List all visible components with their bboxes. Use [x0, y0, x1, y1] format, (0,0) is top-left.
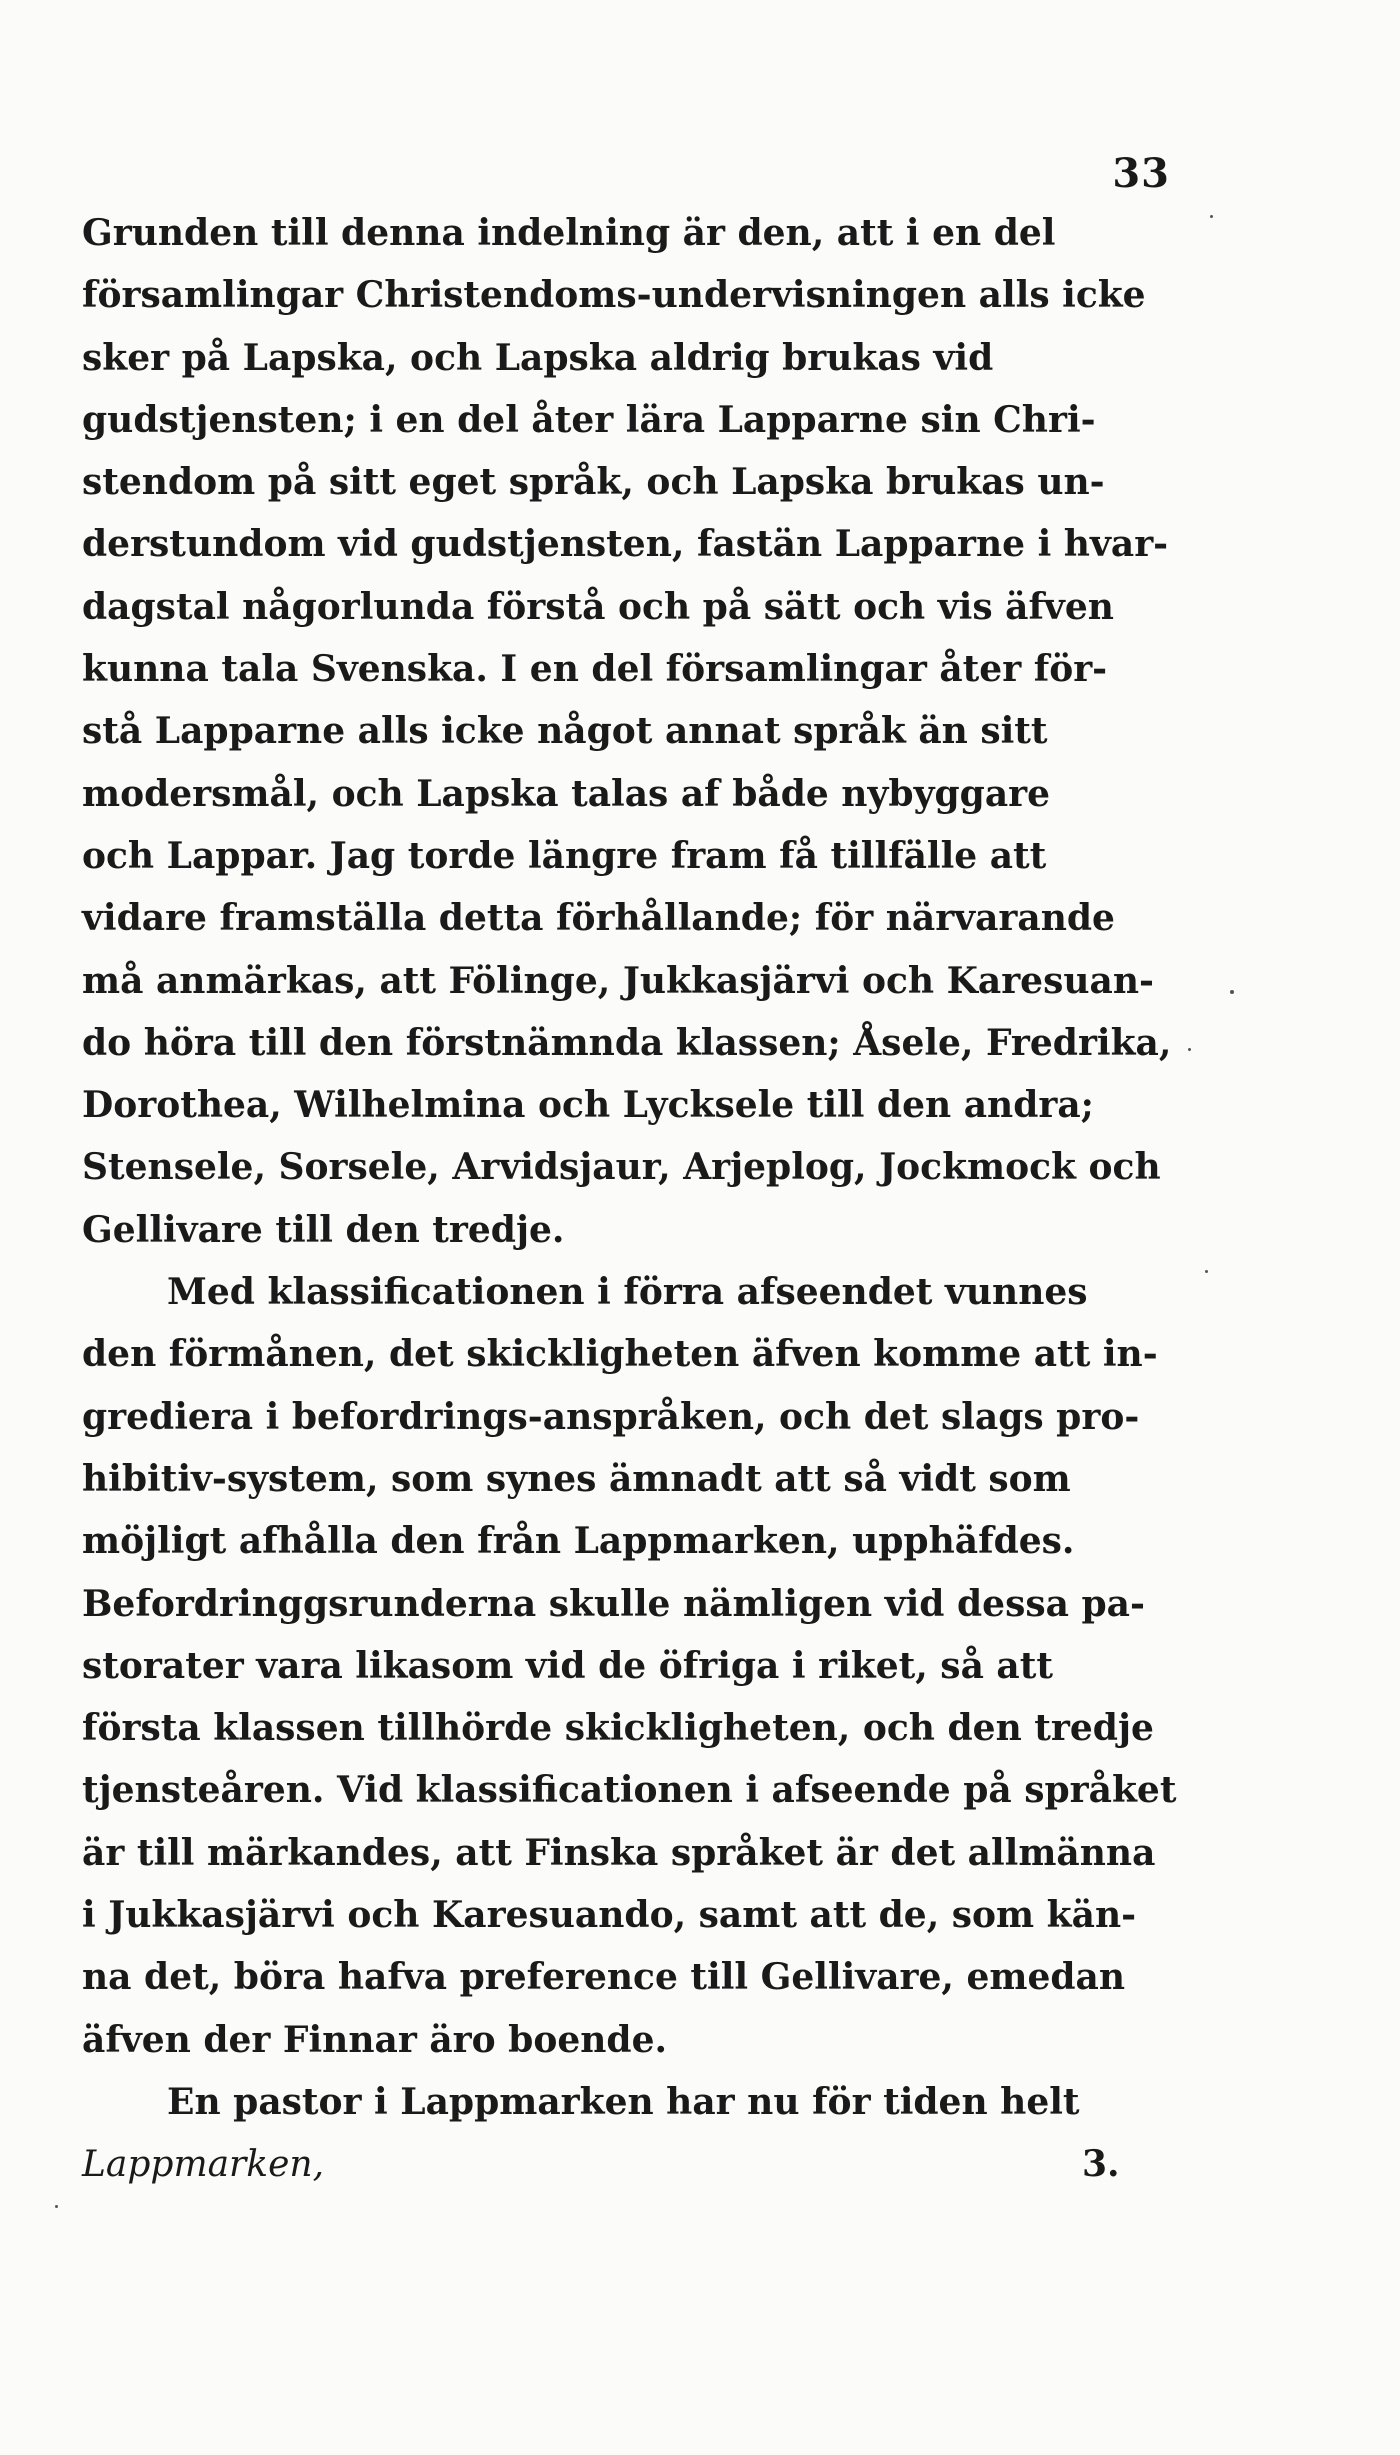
text-line: första klassen tillhörde skickligheten, och den tredje: [82, 1707, 1154, 1750]
signature-mark: 3.: [1082, 2143, 1120, 2186]
body-text: [82, 202, 1192, 2196]
print-speck: [1188, 1048, 1191, 1051]
text-line: stendom på sitt eget språk, och Lapska brukas un-: [82, 461, 1105, 504]
print-speck: [1230, 990, 1234, 994]
text-line: må anmärkas, att Fölinge, Jukkasjärvi och Karesuan-: [82, 959, 1154, 1002]
print-speck: [55, 2205, 58, 2208]
text-line: Gellivare till den tredje.: [82, 1208, 565, 1251]
page-number: 33: [1112, 150, 1170, 197]
text-line: na det, böra hafva preference till Gellivare, emedan: [82, 1956, 1126, 1999]
text-line: vidare framställa detta förhållande; för närvarande: [82, 897, 1115, 940]
text-line: Stensele, Sorsele, Arvidsjaur, Arjeplog, Jockmock och: [82, 1146, 1161, 1189]
print-speck: [1205, 1270, 1208, 1273]
text-line: äfven der Finnar äro boende.: [82, 2018, 668, 2061]
text-line: kunna tala Svenska. I en del församlingar åter för-: [82, 648, 1108, 691]
text-line: dagstal någorlunda förstå och på sätt och vis äfven: [82, 585, 1114, 628]
text-line: storater vara likasom vid de öfriga i riket, så att: [82, 1644, 1054, 1687]
text-line: stå Lapparne alls icke något annat språk än sitt: [82, 710, 1048, 753]
text-line: möjligt afhålla den från Lappmarken, upphäfdes.: [82, 1520, 1075, 1563]
text-line: do höra till den förstnämnda klassen; Åsele, Fredrika,: [82, 1021, 1172, 1064]
text-line: modersmål, och Lapska talas af både nybyggare: [82, 772, 1051, 815]
text-line: Befordringgsrunderna skulle nämligen vid dessa pa-: [82, 1582, 1145, 1625]
text-line: tjensteåren. Vid klassificationen i afseende på språket: [82, 1769, 1177, 1812]
text-line: Grunden till denna indelning är den, att i en del: [82, 212, 1056, 254]
footer-line: [82, 2133, 1192, 2195]
text-line: den förmånen, det skickligheten äfven komme att in-: [82, 1333, 1158, 1376]
text-line: Dorothea, Wilhelmina och Lycksele till den andra;: [82, 1084, 1094, 1127]
paragraph-start-line: Med klassificationen i förra afseendet vunnes: [167, 1271, 1088, 1314]
text-line: församlingar Christendoms-undervisningen alls icke: [82, 274, 1146, 317]
print-speck: [1210, 215, 1213, 218]
text-line: gudstjensten; i en del åter lära Lapparne sin Chri-: [82, 398, 1096, 441]
text-line: grediera i befordrings-anspråken, och det slags pro-: [82, 1395, 1140, 1438]
text-line: är till märkandes, att Finska språket är det allmänna: [82, 1831, 1156, 1874]
text-line: i Jukkasjärvi och Karesuando, samt att de, som kän-: [82, 1894, 1137, 1937]
text-line: och Lappar. Jag torde längre fram få tillfälle att: [82, 834, 1047, 877]
paragraph-start-line: En pastor i Lappmarken har nu för tiden helt: [167, 2080, 1080, 2123]
catchword: Lappmarken,: [82, 2144, 325, 2186]
text-line: derstundom vid gudstjensten, fastän Lapparne i hvar-: [82, 523, 1169, 566]
text-line: hibitiv-system, som synes ämnadt att så vidt som: [82, 1457, 1071, 1500]
text-line: sker på Lapska, och Lapska aldrig brukas vid: [82, 336, 994, 379]
